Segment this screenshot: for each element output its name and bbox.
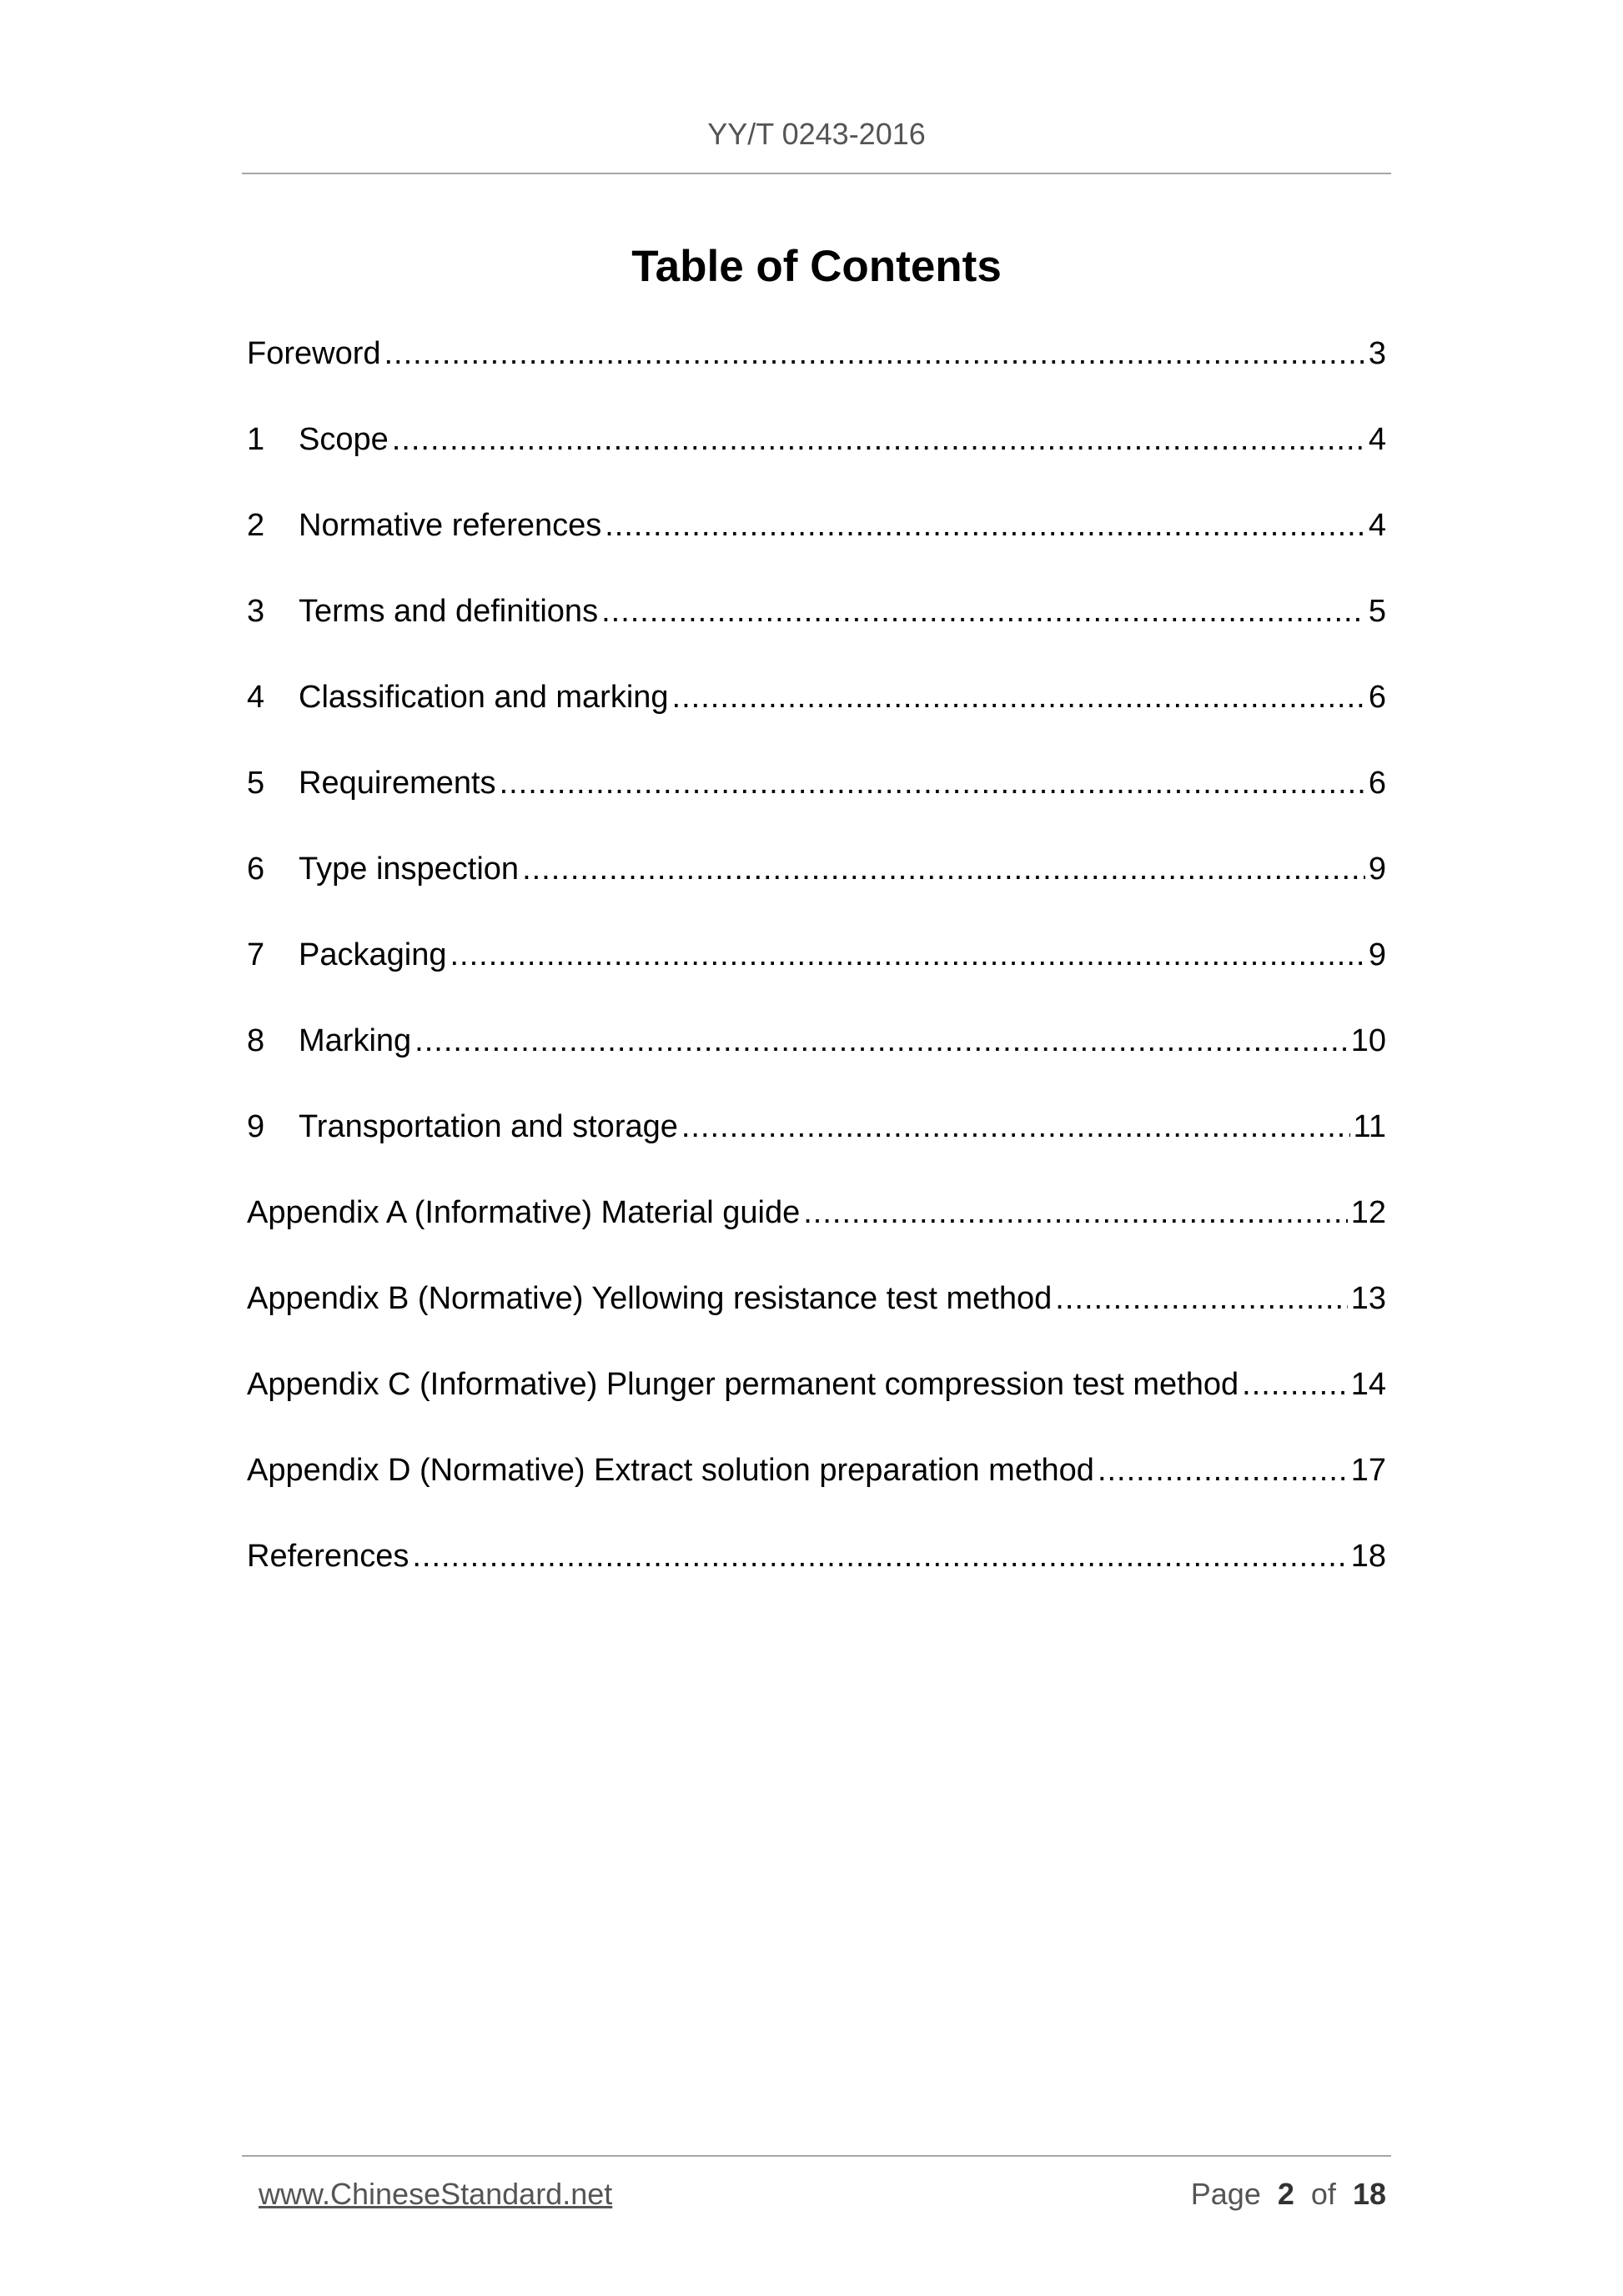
- toc-dot-leader: [601, 586, 1365, 636]
- toc-entry-page: 3: [1368, 336, 1386, 371]
- toc-entry-label: Transportation and storage: [299, 1109, 678, 1144]
- toc-dot-leader: [415, 1016, 1348, 1066]
- total-pages-number: 18: [1352, 2177, 1386, 2211]
- toc-entry-number: 8: [247, 1023, 265, 1058]
- toc-entry-page: 18: [1350, 1539, 1386, 1574]
- toc-entry-page: 9: [1368, 937, 1386, 972]
- toc-entry[interactable]: [247, 1359, 1386, 1445]
- toc-entry[interactable]: [247, 1016, 1386, 1102]
- toc-entry-page: 17: [1350, 1453, 1386, 1488]
- toc-entry-page: 5: [1368, 594, 1386, 629]
- toc-entry-page: 6: [1368, 680, 1386, 715]
- toc-entry-page: 10: [1350, 1023, 1386, 1058]
- footer-divider: [242, 2155, 1391, 2157]
- page-indicator: [1191, 2177, 1386, 2212]
- toc-entry-label: Appendix B (Normative) Yellowing resistance test method: [247, 1281, 1053, 1316]
- toc-entry[interactable]: [247, 1102, 1386, 1188]
- toc-entry-page: 6: [1368, 766, 1386, 801]
- toc-entry-number: 2: [247, 508, 265, 543]
- toc-dot-leader: [672, 672, 1365, 722]
- toc-entry-label: Appendix A (Informative) Material guide: [247, 1195, 801, 1230]
- toc-entry-label: Appendix D (Normative) Extract solution preparation method: [247, 1453, 1094, 1488]
- toc-entry[interactable]: [247, 1188, 1386, 1274]
- toc-dot-leader: [450, 930, 1364, 980]
- document-id-header: YY/T 0243-2016: [707, 117, 926, 151]
- toc-entry-label: Type inspection: [299, 852, 520, 887]
- toc-entry[interactable]: [247, 758, 1386, 844]
- toc-dot-leader: [1098, 1445, 1348, 1495]
- toc-entry[interactable]: [247, 672, 1386, 758]
- toc-entry-number: 1: [247, 422, 265, 457]
- toc-dot-leader: [500, 758, 1365, 808]
- toc-entry[interactable]: [247, 329, 1386, 414]
- toc-list: [247, 329, 1386, 1617]
- toc-entry[interactable]: [247, 586, 1386, 672]
- toc-entry-label: Marking: [299, 1023, 412, 1058]
- toc-dot-leader: [803, 1188, 1347, 1238]
- website-link[interactable]: www.ChineseStandard.net: [259, 2177, 613, 2211]
- toc-entry-number: 5: [247, 766, 265, 801]
- current-page-number: 2: [1277, 2177, 1294, 2211]
- toc-entry-label: Normative references: [299, 508, 602, 543]
- toc-entry-page: 11: [1353, 1109, 1386, 1144]
- toc-title: Table of Contents: [631, 242, 1002, 291]
- toc-entry[interactable]: [247, 930, 1386, 1016]
- toc-entry-page: 13: [1350, 1281, 1386, 1316]
- toc-entry-label: Terms and definitions: [299, 594, 599, 629]
- toc-entry-label: Requirements: [299, 766, 496, 801]
- toc-entry-number: 7: [247, 937, 265, 972]
- toc-entry-page: 4: [1368, 422, 1386, 457]
- toc-dot-leader: [681, 1102, 1350, 1152]
- page-word: Page: [1190, 2177, 1261, 2211]
- toc-entry[interactable]: [247, 1274, 1386, 1359]
- toc-entry-label: Appendix C (Informative) Plunger permanent compression test method: [247, 1367, 1239, 1402]
- toc-entry-label: Foreword: [247, 336, 381, 371]
- toc-entry-number: 3: [247, 594, 265, 629]
- toc-entry-page: 4: [1368, 508, 1386, 543]
- toc-entry[interactable]: [247, 414, 1386, 500]
- toc-entry[interactable]: [247, 1445, 1386, 1531]
- toc-dot-leader: [392, 414, 1365, 465]
- toc-entry-label: Scope: [299, 422, 389, 457]
- toc-entry-label: Classification and marking: [299, 680, 669, 715]
- toc-entry-label: Packaging: [299, 937, 447, 972]
- toc-dot-leader: [1242, 1359, 1348, 1409]
- toc-entry-number: 6: [247, 852, 265, 887]
- toc-entry[interactable]: [247, 1531, 1386, 1617]
- of-word: of: [1310, 2177, 1336, 2211]
- toc-entry-number: 9: [247, 1109, 265, 1144]
- toc-entry-page: 12: [1350, 1195, 1386, 1230]
- toc-entry[interactable]: [247, 500, 1386, 586]
- toc-entry[interactable]: [247, 844, 1386, 930]
- toc-entry-page: 9: [1368, 852, 1386, 887]
- toc-entry-page: 14: [1350, 1367, 1386, 1402]
- toc-entry-number: 4: [247, 680, 265, 715]
- toc-dot-leader: [605, 500, 1365, 550]
- toc-dot-leader: [1055, 1274, 1347, 1324]
- toc-entry-label: References: [247, 1539, 410, 1574]
- toc-dot-leader: [412, 1531, 1347, 1581]
- header-divider: [242, 173, 1391, 174]
- toc-dot-leader: [384, 329, 1365, 379]
- toc-dot-leader: [522, 844, 1365, 894]
